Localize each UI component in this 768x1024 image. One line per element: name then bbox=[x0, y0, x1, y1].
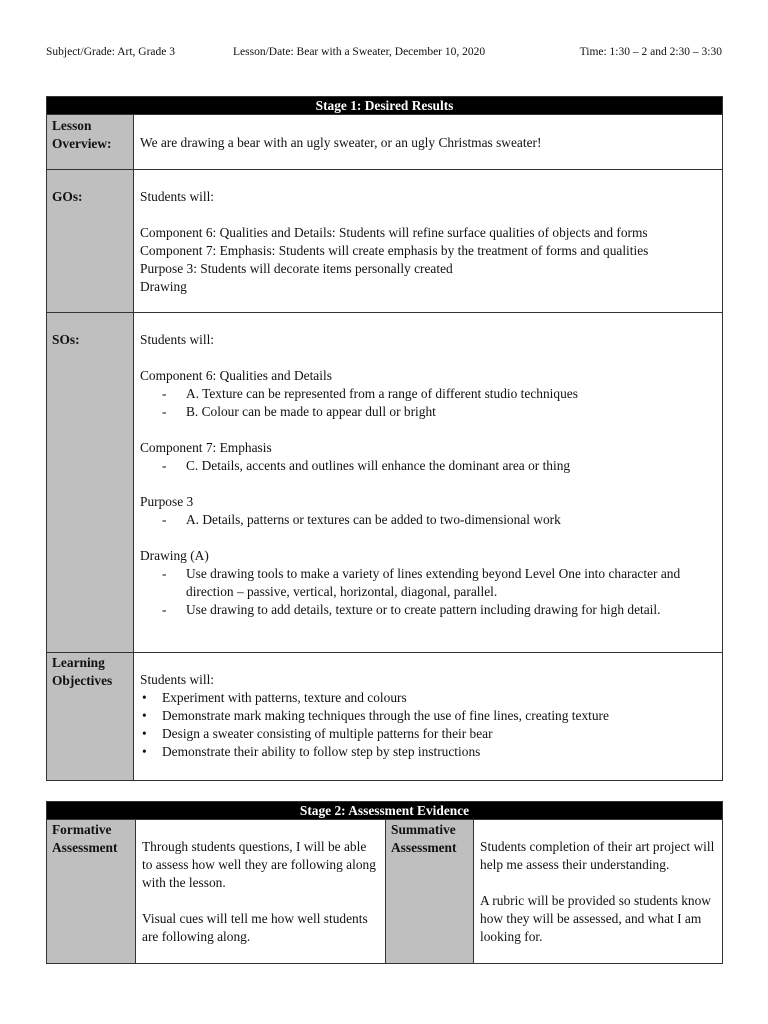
gos-intro: Students will: bbox=[140, 189, 215, 204]
overview-cell bbox=[134, 115, 723, 170]
gos-line: Drawing bbox=[140, 279, 187, 294]
list-item: • Experiment with patterns, texture and colours bbox=[140, 689, 716, 707]
sos-p3-list bbox=[140, 511, 716, 529]
overview-label: Lesson Overview: bbox=[47, 115, 134, 170]
gos-cell bbox=[134, 170, 723, 313]
formative-text: Visual cues will tell me how well students are following along. bbox=[142, 911, 368, 944]
overview-text: We are drawing a bear with an ugly sweater, or an ugly Christmas sweater! bbox=[140, 135, 542, 150]
summative-text: Students completion of their art project will help me assess their understanding. bbox=[480, 839, 715, 872]
gos-line: Purpose 3: Students will decorate items personally created bbox=[140, 261, 453, 276]
sos-label: SOs: bbox=[47, 313, 134, 653]
list-item: - Use drawing tools to make a variety of lines extending beyond Level One into character and direction – passive, vertical, horizontal, diagonal, parallel. bbox=[162, 565, 716, 601]
document-header bbox=[46, 46, 722, 64]
lo-intro: Students will: bbox=[140, 672, 215, 687]
sos-intro: Students will: bbox=[140, 332, 215, 347]
list-item: • Design a sweater consisting of multiple patterns for their bear bbox=[140, 725, 716, 743]
formative-text: Through students questions, I will be able to assess how well they are following along with the lesson. bbox=[142, 839, 376, 890]
sos-c6-title: Component 6: Qualities and Details bbox=[140, 368, 332, 383]
sos-drawing-list bbox=[140, 565, 716, 619]
gos-line: Component 6: Qualities and Details: Students will refine surface qualities of objects and forms bbox=[140, 225, 648, 240]
formative-label: Formative Assessment bbox=[47, 820, 136, 964]
gos-label: GOs: bbox=[47, 170, 134, 313]
sos-p3-title: Purpose 3 bbox=[140, 494, 194, 509]
lesson-time: Time: 1:30 – 2 and 2:30 – 3:30 bbox=[579, 46, 722, 58]
list-item: - A. Details, patterns or textures can be added to two-dimensional work bbox=[162, 511, 716, 529]
list-item: - B. Colour can be made to appear dull or bright bbox=[162, 403, 716, 421]
sos-cell bbox=[134, 313, 723, 653]
sos-drawing-title: Drawing (A) bbox=[140, 548, 209, 563]
sos-c6-list bbox=[140, 385, 716, 421]
stage2-title: Stage 2: Assessment Evidence bbox=[47, 802, 723, 820]
list-item: • Demonstrate their ability to follow step by step instructions bbox=[140, 743, 716, 761]
stage2-table bbox=[46, 801, 723, 964]
summative-label: Summative Assessment bbox=[386, 820, 474, 964]
sos-c7-title: Component 7: Emphasis bbox=[140, 440, 272, 455]
summative-text: A rubric will be provided so students know how they will be assessed, and what I am looking for. bbox=[480, 893, 711, 944]
learning-objectives-label: Learning Objectives bbox=[47, 653, 134, 781]
formative-cell bbox=[136, 820, 386, 964]
lesson-date: Lesson/Date: Bear with a Sweater, December 10, 2020 bbox=[233, 46, 486, 58]
list-item: • Demonstrate mark making techniques through the use of fine lines, creating texture bbox=[140, 707, 716, 725]
list-item: - C. Details, accents and outlines will enhance the dominant area or thing bbox=[162, 457, 716, 475]
stage1-table bbox=[46, 96, 723, 781]
subject-grade: Subject/Grade: Art, Grade 3 bbox=[46, 46, 176, 58]
list-item: - A. Texture can be represented from a range of different studio techniques bbox=[162, 385, 716, 403]
learning-objectives-list bbox=[140, 689, 716, 761]
summative-cell bbox=[474, 820, 723, 964]
learning-objectives-cell bbox=[134, 653, 723, 781]
list-item: - Use drawing to add details, texture or to create pattern including drawing for high detail. bbox=[162, 601, 716, 619]
gos-line: Component 7: Emphasis: Students will create emphasis by the treatment of forms and qualities bbox=[140, 243, 649, 258]
stage1-title: Stage 1: Desired Results bbox=[47, 97, 723, 115]
sos-c7-list bbox=[140, 457, 716, 475]
